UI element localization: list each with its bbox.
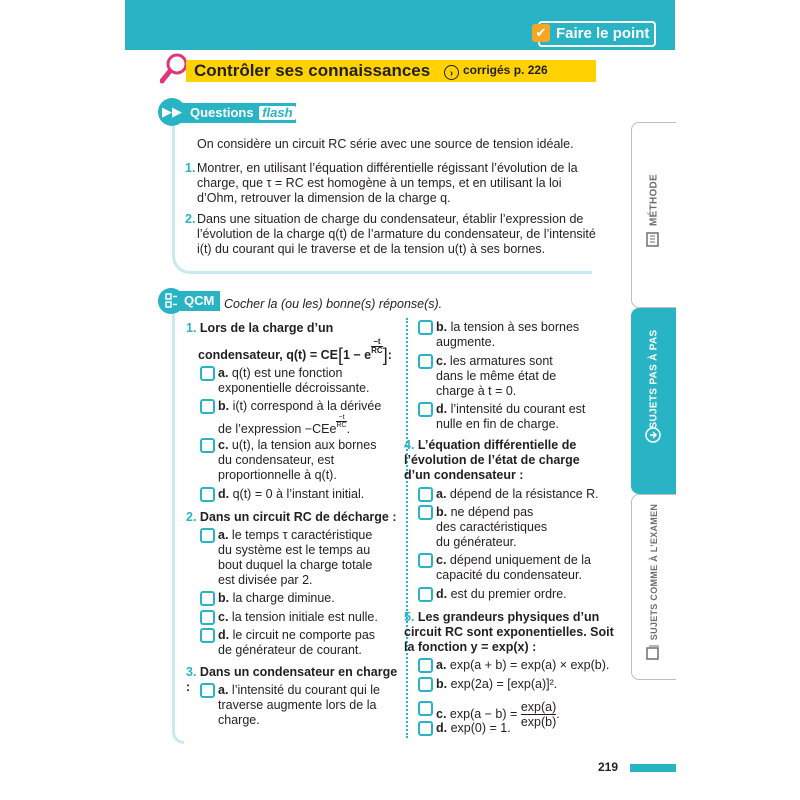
option-letter: a. <box>218 366 229 380</box>
option-text: exp(a − b) = <box>449 706 518 721</box>
corriges-link[interactable] <box>444 59 548 81</box>
question-text: condensateur, q(t) = CE <box>198 348 338 362</box>
checkbox[interactable] <box>418 677 433 692</box>
qcm-question-1-formula: condensateur, q(t) = CE[1 − e $\frac{-t}{RC}$ ]: <box>198 337 392 365</box>
question-text: Dans un circuit RC de décharge : <box>199 510 397 524</box>
exponent-numerator: −t <box>336 414 346 422</box>
option-letter: b. <box>218 591 230 605</box>
question-number: 1. <box>185 161 196 175</box>
option-letter: c. <box>436 553 447 567</box>
question-text: Dans une situation de charge du condensateur, établir l’expression de l’évolution de la charge q(t) de l’armature du condensateur, de l’intensité i(t) du courant qui le traverse et de la tension u(t) à ses bornes. <box>197 212 596 256</box>
option-text: exp(2a) = [exp(a)]². <box>450 677 558 691</box>
qcm-frame <box>172 314 184 744</box>
flash-intro: On considère un circuit RC série avec une source de tension idéale. <box>197 137 574 151</box>
question-number: 2. <box>186 510 197 524</box>
tab-label: MÉTHODE <box>648 174 660 227</box>
tab-sujets-pas-a-pas[interactable] <box>631 308 676 494</box>
question-text: Dans un condensateur en charge : <box>186 665 398 694</box>
document-icon <box>645 645 661 661</box>
option-text: l’intensité du courant est nulle en fin de charge. <box>436 402 586 431</box>
checklist-icon <box>158 288 184 314</box>
question-text: L’équation différentielle de l’évolution de l’état de charge d’un condensateur : <box>404 438 580 482</box>
checkbox[interactable] <box>418 553 433 568</box>
sidebar <box>631 122 676 680</box>
option-letter: b. <box>218 399 230 413</box>
flash-word: flash <box>259 106 295 120</box>
checkbox[interactable] <box>418 487 433 502</box>
option-text: le temps τ caractéristique du système est le temps au bout duquel la charge totale est divisée par 2. <box>218 528 373 587</box>
option-text: exp(a + b) = exp(a) × exp(b). <box>449 658 610 672</box>
tab-label: SUJETS PAS À PAS <box>648 329 660 429</box>
chevron-right-icon: › <box>444 65 459 80</box>
checkbox[interactable] <box>418 587 433 602</box>
option-text: i(t) correspond à la dérivée <box>232 399 382 413</box>
option-letter: b. <box>436 677 448 691</box>
book-icon <box>645 231 661 247</box>
option-letter: c. <box>436 706 447 721</box>
arrow-circle-icon <box>645 427 661 443</box>
check-icon: ✔ <box>532 24 550 42</box>
option-text: q(t) = 0 à l’instant initial. <box>232 487 365 501</box>
exponent-denominator: RC <box>336 422 347 429</box>
option-letter: d. <box>218 487 230 501</box>
period: . <box>346 422 351 436</box>
fast-forward-icon: ▶▶ <box>158 98 186 126</box>
checkbox[interactable] <box>200 628 215 643</box>
exponent-denominator: RC <box>371 346 383 355</box>
option-text: dépend de la résistance R. <box>449 487 599 501</box>
questions-label: Questions <box>190 105 254 120</box>
question-number: 1. <box>186 321 197 335</box>
option-text: la charge diminue. <box>232 591 335 605</box>
checkbox[interactable] <box>418 505 433 520</box>
page-bar <box>630 764 676 772</box>
question-text: Les grandeurs physiques d’un circuit RC sont exponentielles. Soit la fonction y = exp(x) : <box>404 610 614 654</box>
column-separator <box>406 318 408 738</box>
checkbox[interactable] <box>200 591 215 606</box>
qcm-question-2 <box>186 510 401 525</box>
option-text: le circuit ne comporte pas de générateur de courant. <box>218 628 376 657</box>
option-letter: c. <box>218 438 229 452</box>
question-text: Montrer, en utilisant l’équation différentielle régissant l’évolution de la charge, que τ = RC est homogène à un temps, et en utilisant la loi d’Ohm, retrouver la dimension de la charge q. <box>197 161 578 205</box>
question-number: 5. <box>404 610 415 624</box>
formula-text: 1 − e <box>342 348 372 362</box>
exponent-numerator: −t <box>371 338 383 347</box>
option-letter: d. <box>436 402 448 416</box>
option-letter: a. <box>218 683 229 697</box>
option-letter: d. <box>436 721 448 735</box>
option-letter: d. <box>218 628 230 642</box>
option-text: q(t) est une fonction exponentielle décroissante. <box>218 366 370 395</box>
qcm-question-4 <box>404 438 599 483</box>
question-number: 4. <box>404 438 415 452</box>
option-text: de l’expression −CEe <box>218 422 337 436</box>
option-text: la tension initiale est nulle. <box>231 610 378 624</box>
period: . <box>556 706 560 721</box>
option-text: l’intensité du courant qui le traverse augmente lors de la charge. <box>218 683 380 727</box>
option-text: ne dépend pas des caractéristiques du générateur. <box>436 505 548 549</box>
corriges-label: corrigés p. 226 <box>463 63 548 77</box>
option-text: les armatures sont dans le même état de charge à t = 0. <box>436 354 557 398</box>
tab-label: SUJETS COMME À L’EXAMEN <box>649 504 659 641</box>
faire-le-point-badge <box>535 21 656 47</box>
option-letter: b. <box>436 505 448 519</box>
checkbox[interactable] <box>418 320 433 335</box>
option-letter: a. <box>218 528 229 542</box>
questions-flash-label <box>178 103 296 123</box>
option-letter: c. <box>218 610 229 624</box>
fraction-denominator: exp(b) <box>520 715 557 729</box>
checkbox[interactable] <box>418 354 433 369</box>
tab-sujets-examen[interactable] <box>631 494 676 680</box>
checkbox[interactable] <box>418 721 433 736</box>
checkbox[interactable] <box>200 610 215 625</box>
question-number: 2. <box>185 212 196 226</box>
checkbox[interactable] <box>418 658 433 673</box>
page-number: 219 <box>598 760 619 774</box>
option-text: u(t), la tension aux bornes du condensateur, est proportionnelle à q(t). <box>218 438 377 482</box>
option-letter: b. <box>436 320 448 334</box>
option-letter: a. <box>436 487 447 501</box>
question-number: 3. <box>186 665 197 679</box>
page-title: Contrôler ses connaissances <box>194 61 431 80</box>
tab-methode[interactable] <box>631 122 676 308</box>
checkbox[interactable] <box>200 438 215 453</box>
checkbox[interactable] <box>418 402 433 417</box>
qcm-instruction: Cocher la (ou les) bonne(s) réponse(s). <box>224 297 443 311</box>
checkbox[interactable] <box>200 528 215 543</box>
option-letter: c. <box>436 354 447 368</box>
option-text: dépend uniquement de la capacité du condensateur. <box>436 553 592 582</box>
question-text: Lors de la charge d’un <box>199 321 334 335</box>
colon: : <box>387 348 392 362</box>
option-text: la tension à ses bornes augmente. <box>436 320 580 349</box>
option-letter: a. <box>436 658 447 672</box>
option-letter: d. <box>436 587 448 601</box>
checkbox[interactable] <box>200 683 215 698</box>
faire-le-point-label: Faire le point <box>556 25 650 42</box>
qcm-label: QCM <box>176 291 220 311</box>
checkbox[interactable] <box>200 366 215 381</box>
option-text: exp(0) = 1. <box>450 721 511 735</box>
fraction-numerator: exp(a) <box>520 700 557 714</box>
qcm-question-1 <box>186 321 401 336</box>
checkbox[interactable] <box>200 399 215 414</box>
option-text: est du premier ordre. <box>450 587 567 601</box>
checkbox[interactable] <box>200 487 215 502</box>
qcm-question-5 <box>404 610 619 655</box>
checkbox[interactable] <box>418 701 433 716</box>
